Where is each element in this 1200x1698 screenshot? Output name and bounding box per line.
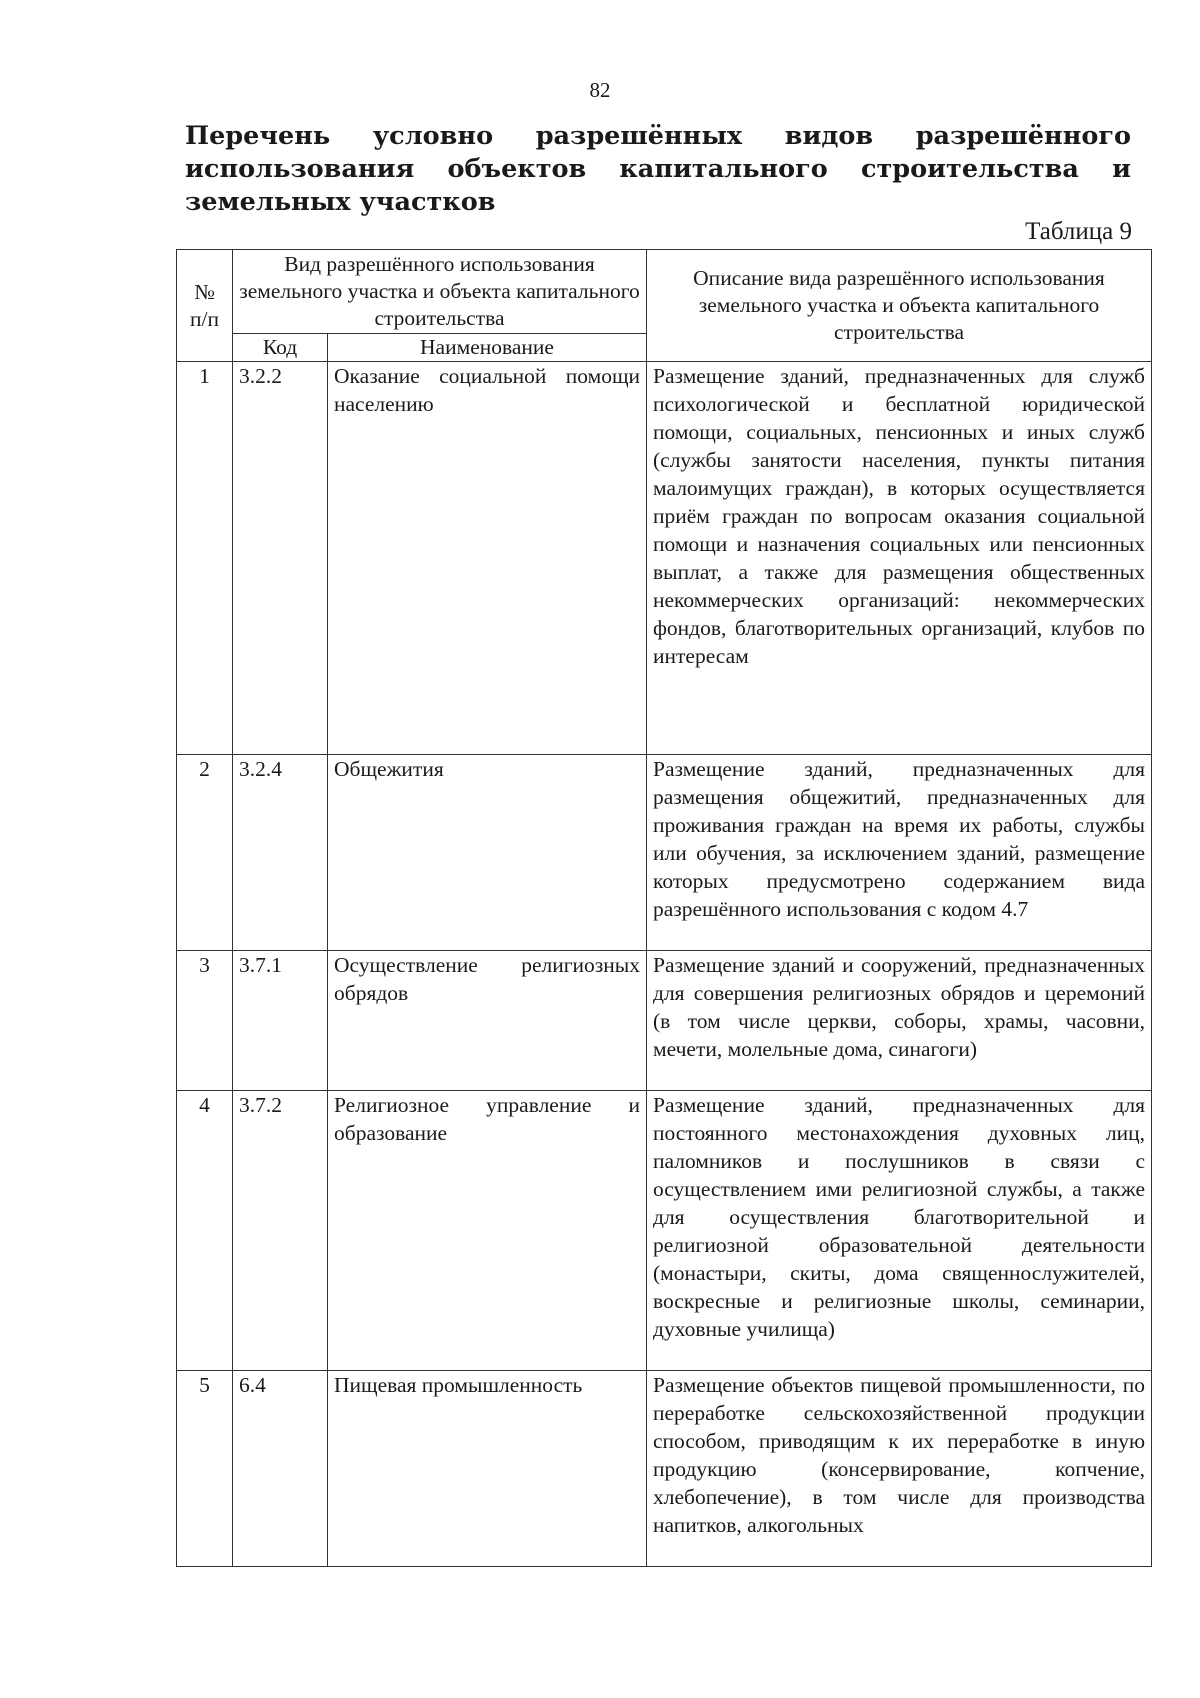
- row-code: 6.4: [233, 1371, 328, 1567]
- row-description: Размещение зданий, предназначенных для служб психологической и бесплатной юридической помощи, социальных, пенсионных и иных служб (службы занятости населения, пункты питания малоимущих граждан), в которых осуществляется приём граждан по вопросам оказания социальной помощи и назначения социальных или пенсионных выплат, а также для размещения общественных некоммерческих организаций: некоммерческих фондов, благотворительных организаций, клубов по интересам: [647, 362, 1152, 755]
- table-caption: Таблица 9: [1025, 218, 1132, 245]
- row-name: Оказание социальной помощи населению: [328, 362, 647, 755]
- table-row: [177, 1371, 1152, 1567]
- row-code: 3.2.4: [233, 755, 328, 951]
- header-description: Описание вида разрешённого использования земельного участка и объекта капитального строительства: [647, 250, 1152, 362]
- row-number: 5: [177, 1371, 233, 1567]
- header-permitted-use: Вид разрешённого использования земельного участка и объекта капитального строительства: [233, 250, 647, 334]
- document-title: Перечень условно разрешённых видов разрешённого использования объектов капитального строительства и земельных участков: [185, 121, 1131, 217]
- table-row: [177, 755, 1152, 951]
- header-code: Код: [233, 334, 328, 362]
- row-name: Осуществление религиозных обрядов: [328, 951, 647, 1091]
- row-number: 4: [177, 1091, 233, 1371]
- page-number: 82: [589, 78, 611, 102]
- row-number: 3: [177, 951, 233, 1091]
- table-row: [177, 362, 1152, 755]
- row-description: Размещение зданий и сооружений, предназначенных для совершения религиозных обрядов и церемоний (в том числе церкви, соборы, храмы, часовни, мечети, молельные дома, синагоги): [647, 951, 1152, 1091]
- table-row: [177, 951, 1152, 1091]
- row-description: Размещение объектов пищевой промышленности, по переработке сельскохозяйственной продукции способом, приводящим к их переработке в иную продукцию (консервирование, копчение, хлебопечение), в том числе для производства напитков, алкогольных: [647, 1371, 1152, 1567]
- row-name: Общежития: [328, 755, 647, 951]
- row-name: Религиозное управление и образование: [328, 1091, 647, 1371]
- row-code: 3.7.1: [233, 951, 328, 1091]
- row-description: Размещение зданий, предназначенных для постоянного местонахождения духовных лиц, паломников и послушников в связи с осуществлением ими религиозной службы, а также для осуществления благотворительной и религиозной образовательной деятельности (монастыри, скиты, дома священнослужителей, воскресные и религиозные школы, семинарии, духовные училища): [647, 1091, 1152, 1371]
- row-code: 3.7.2: [233, 1091, 328, 1371]
- row-description: Размещение зданий, предназначенных для размещения общежитий, предназначенных для проживания граждан на время их работы, службы или обучения, за исключением зданий, размещение которых предусмотрено содержанием вида разрешённого использования с кодом 4.7: [647, 755, 1152, 951]
- header-name: Наименование: [328, 334, 647, 362]
- row-number: 2: [177, 755, 233, 951]
- header-number: № п/п: [177, 250, 233, 362]
- table-row: [177, 1091, 1152, 1371]
- row-name: Пищевая промышленность: [328, 1371, 647, 1567]
- permitted-use-table: [176, 249, 1152, 1567]
- row-code: 3.2.2: [233, 362, 328, 755]
- row-number: 1: [177, 362, 233, 755]
